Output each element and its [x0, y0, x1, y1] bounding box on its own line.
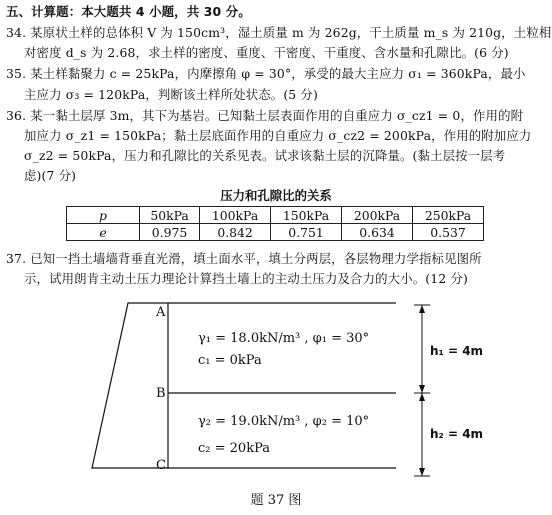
row-label-p: p — [67, 207, 140, 224]
q36-line-2: 加应力 σ_z1 = 150kPa；黏土层底面作用的自重应力 σ_cz2 = 200kPa，作用的附加应力 — [24, 128, 532, 143]
table-caption: 压力和孔隙比的关系 — [220, 188, 332, 203]
layer2-gamma-phi: γ₂ = 19.0kN/m³ , φ₂ = 10° — [198, 414, 370, 429]
q37-line-2: 示，试用朗肯主动土压力理论计算挡土墙上的主动土压力及合力的大小。(12 分) — [24, 271, 468, 286]
point-c-label: C — [156, 458, 166, 473]
layer2-cohesion: c₂ = 20kPa — [198, 441, 270, 456]
arrow-down-icon — [419, 385, 425, 393]
q36-line-4: 虑)(7 分) — [24, 168, 77, 183]
pressure-cell: 150kPa — [271, 207, 342, 224]
arrow-up-icon — [419, 305, 425, 313]
arrow-down-icon — [419, 468, 425, 476]
q34-line-2: 对密度 d_s 为 2.68，求土样的密度、重度、干密度、干重度、含水量和孔隙比。(6 分) — [24, 45, 509, 60]
void-ratio-cell: 0.842 — [200, 224, 271, 241]
pressure-cell: 250kPa — [412, 207, 483, 224]
section-title: 五、计算题：本大题共 4 小题，共 30 分。 — [6, 4, 251, 19]
layer1-gamma-phi: γ₁ = 18.0kN/m³ , φ₁ = 30° — [198, 331, 370, 346]
pressure-cell: 50kPa — [140, 207, 200, 224]
q35-line-1: 35. 某土样黏聚力 c = 25kPa，内摩擦角 φ = 30°，承受的最大主应力 σ₁ = 360kPa，最小 — [6, 66, 526, 81]
q37-line-1: 37. 已知一挡土墙墙背垂直光滑，填土面水平，填土分两层，各层物理力学指标见图所 — [6, 251, 482, 266]
void-ratio-cell: 0.537 — [412, 224, 483, 241]
q34-line-1: 34. 某原状土样的总体积 V 为 150cm³，湿土质量 m 为 262g，干土质量 m_s 为 210g，土粒相 — [6, 25, 552, 40]
point-a-label: A — [156, 305, 166, 320]
point-b-label: B — [156, 386, 166, 401]
q35-line-2: 主应力 σ₃ = 120kPa，判断该土样所处状态。(5 分) — [24, 87, 318, 102]
q36-line-3: σ_z2 = 50kPa，压力和孔隙比的关系见表。试求该黏土层的沉降量。(黏土层按一层考 — [24, 148, 506, 163]
pressure-cell: 100kPa — [200, 207, 271, 224]
h2-label: h₂ = 4m — [430, 427, 484, 441]
row-label-e: e — [67, 224, 140, 241]
h1-label: h₁ = 4m — [430, 344, 484, 358]
arrow-up-icon — [419, 393, 425, 401]
void-ratio-cell: 0.634 — [342, 224, 413, 241]
layer1-cohesion: c₁ = 0kPa — [198, 353, 262, 368]
void-ratio-cell: 0.751 — [271, 224, 342, 241]
void-ratio-cell: 0.975 — [140, 224, 200, 241]
q36-line-1: 36. 某一黏土层厚 3m，其下为基岩。已知黏土层表面作用的自重应力 σ_cz1 = 0，作用的附 — [6, 108, 524, 123]
figure-caption: 题 37 图 — [250, 493, 302, 508]
pressure-cell: 200kPa — [342, 207, 413, 224]
